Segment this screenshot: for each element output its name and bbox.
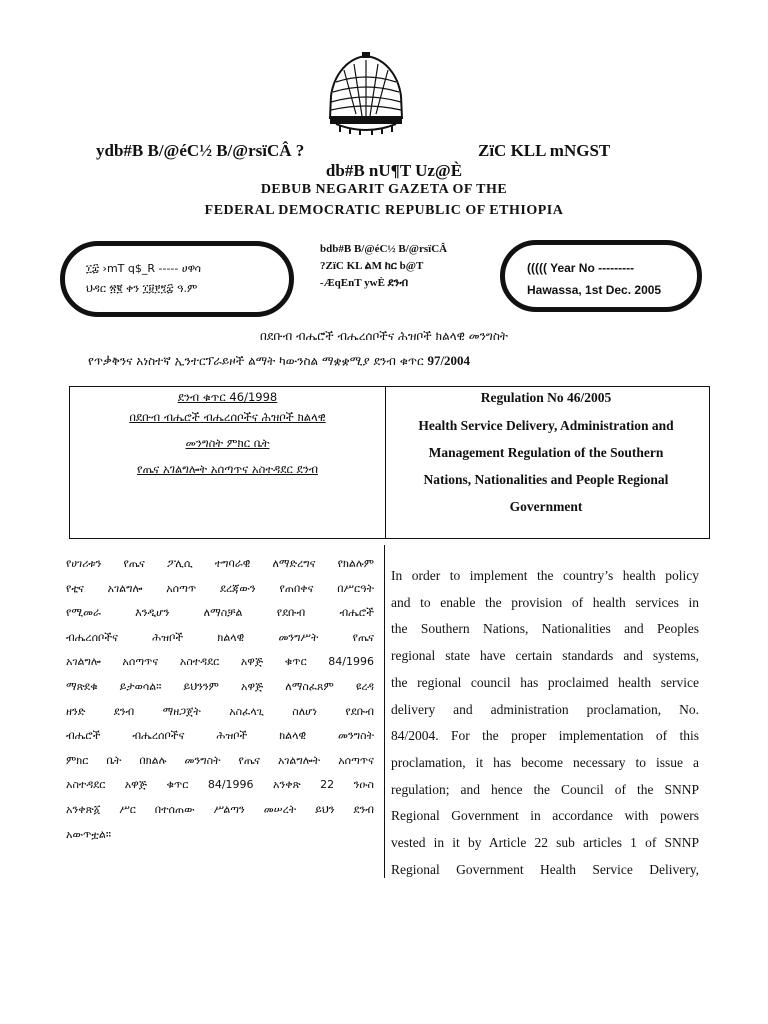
english-reg-line2: Health Service Delivery, Administration and — [418, 418, 674, 433]
amharic-reg-line3: መንግስት ምክር ቤት — [185, 436, 270, 450]
amharic-reg-line2: በደቡብ ብሔሮች ብሔረሰቦችና ሕዝቦች ክልላዊ — [129, 410, 326, 424]
header-amharic-left: ydb#B B/@éC½ B/@rsïCÂ ? — [96, 141, 305, 160]
regulation-title-number: 97/2004 — [427, 353, 471, 368]
issue-info-english — [527, 257, 661, 301]
amharic-reg-line4: የጤና አገልግሎት አሰጣጥና አስተዳደር ደንብ — [136, 462, 318, 476]
preamble-english-line: regional state have certain standards and systems, — [391, 648, 699, 664]
emblem-seal-icon — [326, 52, 406, 136]
preamble-amharic-line: ዘንድ ደንብ ማዘጋጀት አስፈላጊ ስለሆነ የደቡብ — [66, 704, 374, 718]
regulation-box-divider — [385, 386, 386, 539]
preamble-english-line: 84/2004. For the proper implementation of this — [391, 728, 699, 744]
preamble-amharic-line: የሀገሪቱን የጤና ፖሊሲ ተግባራዊ ለማድረግና የክልሉም — [66, 557, 374, 570]
english-reg-number: Regulation No 46/2005 — [480, 390, 612, 405]
preamble-amharic-line: ብሔሮች ብሔረሰቦችና ሕዝቦች ክልላዊ መንግስት — [66, 729, 374, 743]
preamble-amharic-line: ብሔረሰቦችና ሕዝቦች ክልላዊ መንግሥት የጤና — [66, 630, 374, 644]
preamble-english-line: the Southern Nations, Nationalities and Peoples — [391, 621, 699, 637]
publisher-line2: ?ZïC KL ልM ከር b@T — [320, 260, 424, 272]
preamble-english-line: Regional Government Health Service Delivery, — [391, 861, 699, 877]
gazette-title-line2: FEDERAL DEMOCRATIC REPUBLIC OF ETHIOPIA — [204, 203, 564, 218]
gazette-title-line1: DEBUB NEGARIT GAZETA OF THE — [260, 182, 508, 197]
preamble-english-line: and to enable the provision of health services in — [391, 594, 699, 610]
preamble-amharic-line: አንቀጽ፩ ሥር በተሰጠው ሥልጣን መሠረት ይህን ደንብ — [66, 802, 374, 816]
publisher-line1: bdb#B B/@éC½ B/@rsïCÂ — [320, 243, 448, 255]
issue-amharic-line1: ፲፰ ›mT q$_R ----- ሀዋሳ — [86, 262, 201, 275]
header-amharic-right: ZïC KLL mNGST — [478, 141, 611, 160]
issue-info-amharic — [86, 259, 201, 299]
preamble-amharic-line: አውጥቷል። — [66, 827, 112, 841]
preamble-english-line: vested in it by Article 22 sub articles 1 of SNNP — [391, 835, 699, 851]
english-reg-line3: Management Regulation of the Southern — [428, 445, 664, 460]
preamble-amharic-line: አገልግሎ አሰጣጥና አስተዳደር አዋጅ ቁጥር 84/1996 — [66, 655, 374, 669]
preamble-amharic-line: ምክር ቤት በክልሉ መንግስት የጤና አገልግሎት አሰጣጥና — [66, 753, 374, 767]
regional-government-title: በደቡብ ብሔሮች ብሔረሰቦችና ሕዝቦች ክልላዊ መንግስት — [260, 329, 508, 343]
regulation-box-amharic — [70, 387, 385, 479]
english-reg-line4: Nations, Nationalities and People Regional — [423, 472, 669, 487]
preamble-english-line: delivery and administration proclamation, No. — [391, 701, 699, 717]
issue-amharic-line2: ህዳር ፳፪ ቀን ፲፱፻፺፰ ዓ.ም — [86, 282, 198, 295]
regulation-box-english — [392, 388, 700, 520]
amharic-reg-number: ደንብ ቁጥር 46/1998 — [177, 390, 278, 404]
preamble-amharic-line: አስተዳደር አዋጅ ቁጥር 84/1996 አንቀጽ 22 ንዑስ — [66, 778, 374, 792]
regulation-title-text: የጥቃቅንና አነስተኛ ኢንተርፕራይዞች ልማት ካውንስል ማቋቋሚያ ደንብ ቁጥር — [88, 354, 428, 368]
preamble-amharic-line: የሚመራ እንዲሆን ለማስቻል የደቡብ ብሔሮች — [66, 606, 374, 620]
date-line: Hawassa, 1st Dec. 2005 — [527, 283, 662, 297]
preamble-english-line: In order to implement the country’s health policy — [391, 568, 699, 583]
header-amharic-center: db#B nU¶T Uz@È — [325, 161, 463, 180]
preamble-amharic-line: የቲና አገልግሎ አሰጣጥ ደረጃውን የጠበቀና በሥርዓት — [66, 581, 374, 595]
year-no-line: ((((( Year No --------- — [527, 261, 635, 275]
publisher-block — [320, 241, 447, 292]
preamble-amharic-line: ማጽደቁ ይታወሳል። ይህንንም አዋጅ ለማስፈጸም ዩረዳ — [66, 679, 374, 693]
preamble-amharic — [66, 552, 374, 847]
preamble-english-line: proclamation, it has become necessary to issue a — [391, 754, 699, 770]
preamble-english-line: the regional council has proclaimed health service — [391, 674, 699, 690]
english-reg-line5: Government — [509, 499, 583, 514]
preamble-english-line: Regional Government in accordance with powers — [391, 808, 699, 824]
column-divider — [384, 545, 385, 878]
preamble-english — [391, 563, 699, 883]
preamble-english-line: regulation; and hence the Council of the SNNP — [391, 781, 699, 797]
publisher-line3: -ÆqEnT ywÈ ደንብ — [320, 277, 409, 289]
regulation-title-amharic — [88, 353, 470, 369]
